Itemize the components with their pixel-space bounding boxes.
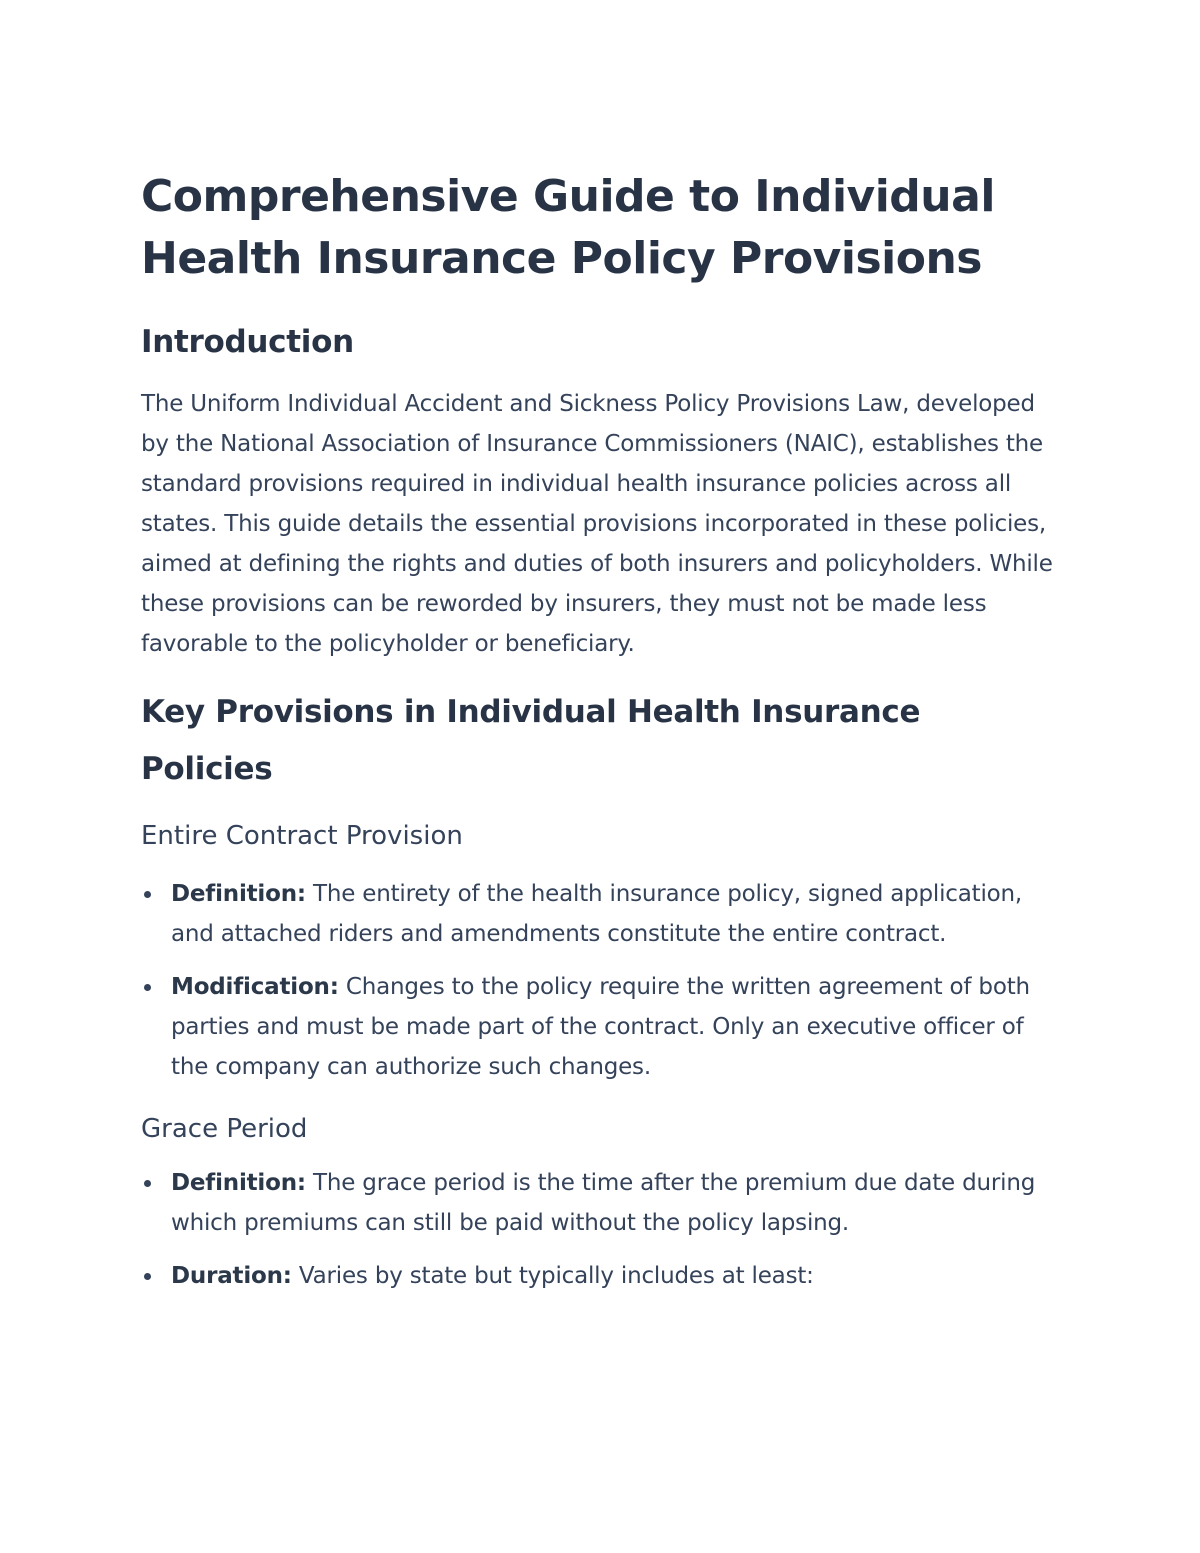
entire-contract-heading: Entire Contract Provision xyxy=(141,821,463,851)
bullet-icon xyxy=(144,1273,151,1280)
bullet-icon xyxy=(144,1180,151,1187)
grace-period-list xyxy=(141,1163,1061,1296)
bullet-icon xyxy=(144,891,151,898)
list-item xyxy=(141,1256,1061,1296)
grace-period-heading: Grace Period xyxy=(141,1114,308,1144)
introduction-paragraph: The Uniform Individual Accident and Sickness Policy Provisions Law, developed by the National Association of Insurance Commissioners (NAIC), establishes the standard provisions required in individual health insurance policies across all states. This guide details the essential provisions incorporated in these policies, aimed at defining the rights and duties of both insurers and policyholders. While these provisions can be reworded by insurers, they must not be made less favorable to the policyholder or beneficiary. xyxy=(141,391,1053,657)
item-text: Changes to the policy require the written agreement of both parties and must be made part of the contract. Only an executive officer of the company can authorize such changes. xyxy=(171,974,1030,1080)
item-term: Modification: xyxy=(171,974,339,1000)
item-text: The grace period is the time after the premium due date during which premiums can still be paid without the policy lapsing. xyxy=(171,1170,1036,1236)
document-title: Comprehensive Guide to Individual Health Insurance Policy Provisions xyxy=(141,171,995,284)
item-text: Varies by state but typically includes at least: xyxy=(291,1263,814,1289)
entire-contract-list xyxy=(141,874,1061,1087)
key-provisions-heading: Key Provisions in Individual Health Insurance Policies xyxy=(141,694,921,787)
bullet-icon xyxy=(144,984,151,991)
item-text: The entirety of the health insurance policy, signed application, and attached riders and amendments constitute the entire contract. xyxy=(171,881,1023,947)
item-term: Duration: xyxy=(171,1263,292,1289)
list-item xyxy=(141,874,1061,954)
item-term: Definition: xyxy=(171,881,306,907)
list-item xyxy=(141,1163,1061,1243)
item-term: Definition: xyxy=(171,1170,306,1196)
document-page xyxy=(141,166,1061,1309)
list-item xyxy=(141,967,1061,1087)
introduction-heading: Introduction xyxy=(141,324,354,360)
